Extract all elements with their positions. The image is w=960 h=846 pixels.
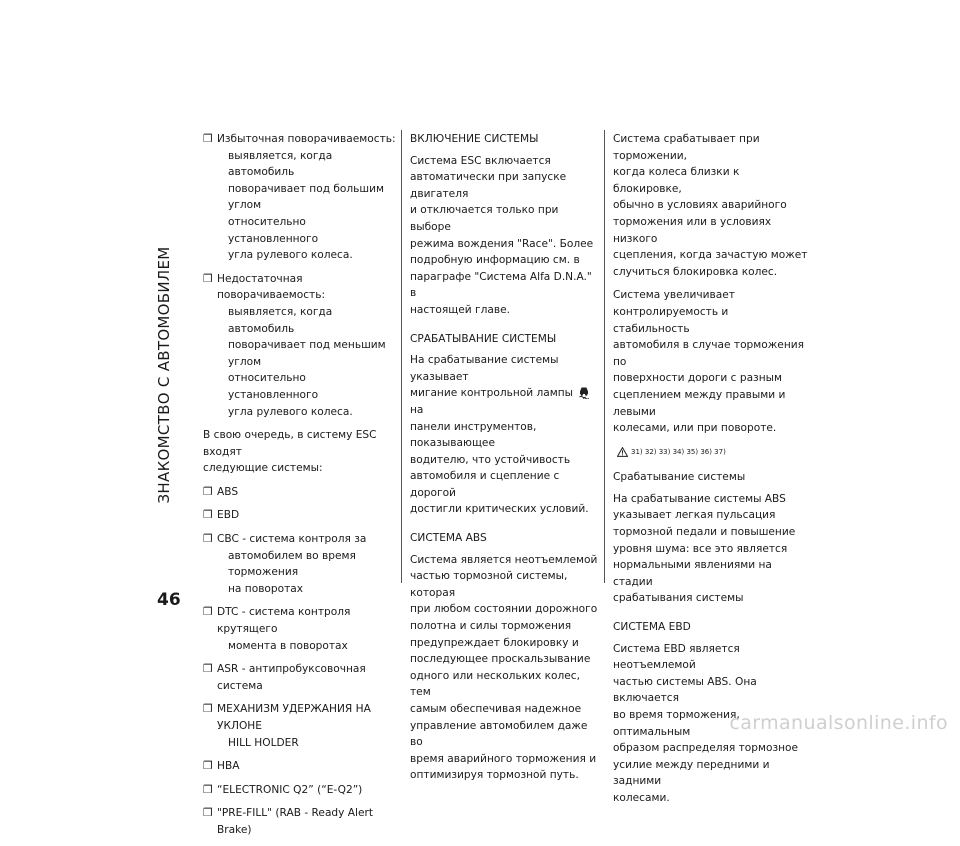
checkbox-bullet-icon: ❒: [203, 485, 213, 498]
list-item: ❒ EBD: [203, 507, 398, 524]
checkbox-bullet-icon: ❒: [203, 133, 213, 145]
section-heading: СРАБАТЫВАНИЕ СИСТЕМЫ: [410, 332, 557, 345]
warning-references: 31) 32) 33) 34) 35) 36) 37): [617, 444, 808, 461]
paragraph: Система увеличивает контролируемость и стабильность автомобиля в случае торможения по поверхности дороги с разным сцеплением между правыми и левыми колесами, или при повороте.: [613, 289, 804, 435]
list-item: ❒ Избыточная поворачиваемость: выявляется, когда автомобиль поворачивает под большим углом относительно установленного угла рулевого колеса.: [203, 133, 396, 262]
section-heading: Срабатывание системы: [613, 471, 746, 484]
list-item: ❒ ASR - антипробуксовочная система: [203, 663, 366, 692]
paragraph: Система EBD является неотъемлемой частью системы ABS. Она включается во время торможения, оптимальным образом распределяя тормозное усилие между передними и задними колесами.: [613, 642, 799, 804]
list-item: ❒ МЕХАНИЗМ УДЕРЖАНИЯ НА УКЛОНЕ HILL HOLDER: [203, 703, 371, 749]
column-divider: [401, 130, 402, 583]
section-heading: ВКЛЮЧЕНИЕ СИСТЕМЫ: [410, 133, 539, 145]
warning-triangle-icon: [617, 447, 628, 457]
checkbox-bullet-icon: ❒: [203, 606, 213, 619]
paragraph: На срабатывание системы ABS указывает легкая пульсация тормозной педали и повышение уровня шума: все это является нормальными явлениями на стадии срабатывания системы: [613, 492, 796, 605]
checkbox-bullet-icon: ❒: [203, 703, 213, 716]
list-item: ❒ Недостаточная поворачиваемость: выявляется, когда автомобиль поворачивает под меньшим углом относительно установленного угла рулевого колеса.: [203, 272, 386, 418]
checkbox-bullet-icon: ❒: [203, 509, 213, 522]
checkbox-bullet-icon: ❒: [203, 783, 213, 796]
paragraph: Система является неотъемлемой частью тормозной системы, которая при любом состоянии дорожного полотна и силы торможения предупреждает блокировку и последующее проскальзывание одного или нескольких колес, тем самым обеспечивая надежное управление автомобилем даже во время аварийного торможения и оптимизируя тормозной путь.: [410, 553, 598, 782]
paragraph: Система срабатывает при торможении, когда колеса близки к блокировке, обычно в условиях аварийного торможения или в условиях низкого сцепления, когда зачастую может случиться блокировка колес.: [613, 133, 808, 278]
list-item: ❒ CBC - система контроля за автомобилем во время торможения на поворотах: [203, 533, 367, 595]
checkbox-bullet-icon: ❒: [203, 663, 213, 676]
list-item: ❒ “ELECTRONIC Q2” (“E-Q2”): [203, 782, 398, 799]
list-item: ❒ ABS: [203, 484, 398, 501]
checkbox-bullet-icon: ❒: [203, 272, 213, 285]
checkbox-bullet-icon: ❒: [203, 533, 213, 546]
list-item: ❒ "PRE-FILL" (RAB - Ready Alert Brake): [203, 807, 374, 836]
column-divider: [604, 130, 605, 583]
esc-warning-lamp-icon: [577, 385, 591, 399]
list-item: ❒ DTC - система контроля крутящего момента в поворотах: [203, 606, 351, 652]
checkbox-bullet-icon: ❒: [203, 807, 213, 820]
paragraph: Система ESC включается автоматически при запуске двигателя и отключается только при выборе режима вождения "Race". Более подробную информацию см. в параграфе "Система Alfa D.N.A." в настоящей главе.: [410, 154, 594, 316]
watermark: carmanualsonline.info: [729, 712, 948, 734]
paragraph: На срабатывание системы указывает мигание контрольной лампы на панели инструментов, показывающее водителю, что устойчивость автомобиля и сцепление с дорогой достигли критических условий.: [410, 352, 600, 518]
column-middle: [410, 131, 600, 791]
checkbox-bullet-icon: ❒: [203, 760, 213, 773]
paragraph: В свою очередь, в систему ESC входят следующие системы:: [203, 429, 377, 475]
column-left: [203, 131, 398, 846]
page-number: 46: [157, 590, 181, 610]
list-item: ❒ HBA: [203, 758, 398, 775]
section-heading: СИСТЕМА EBD: [613, 621, 691, 634]
section-heading: СИСТЕМА ABS: [410, 532, 487, 545]
